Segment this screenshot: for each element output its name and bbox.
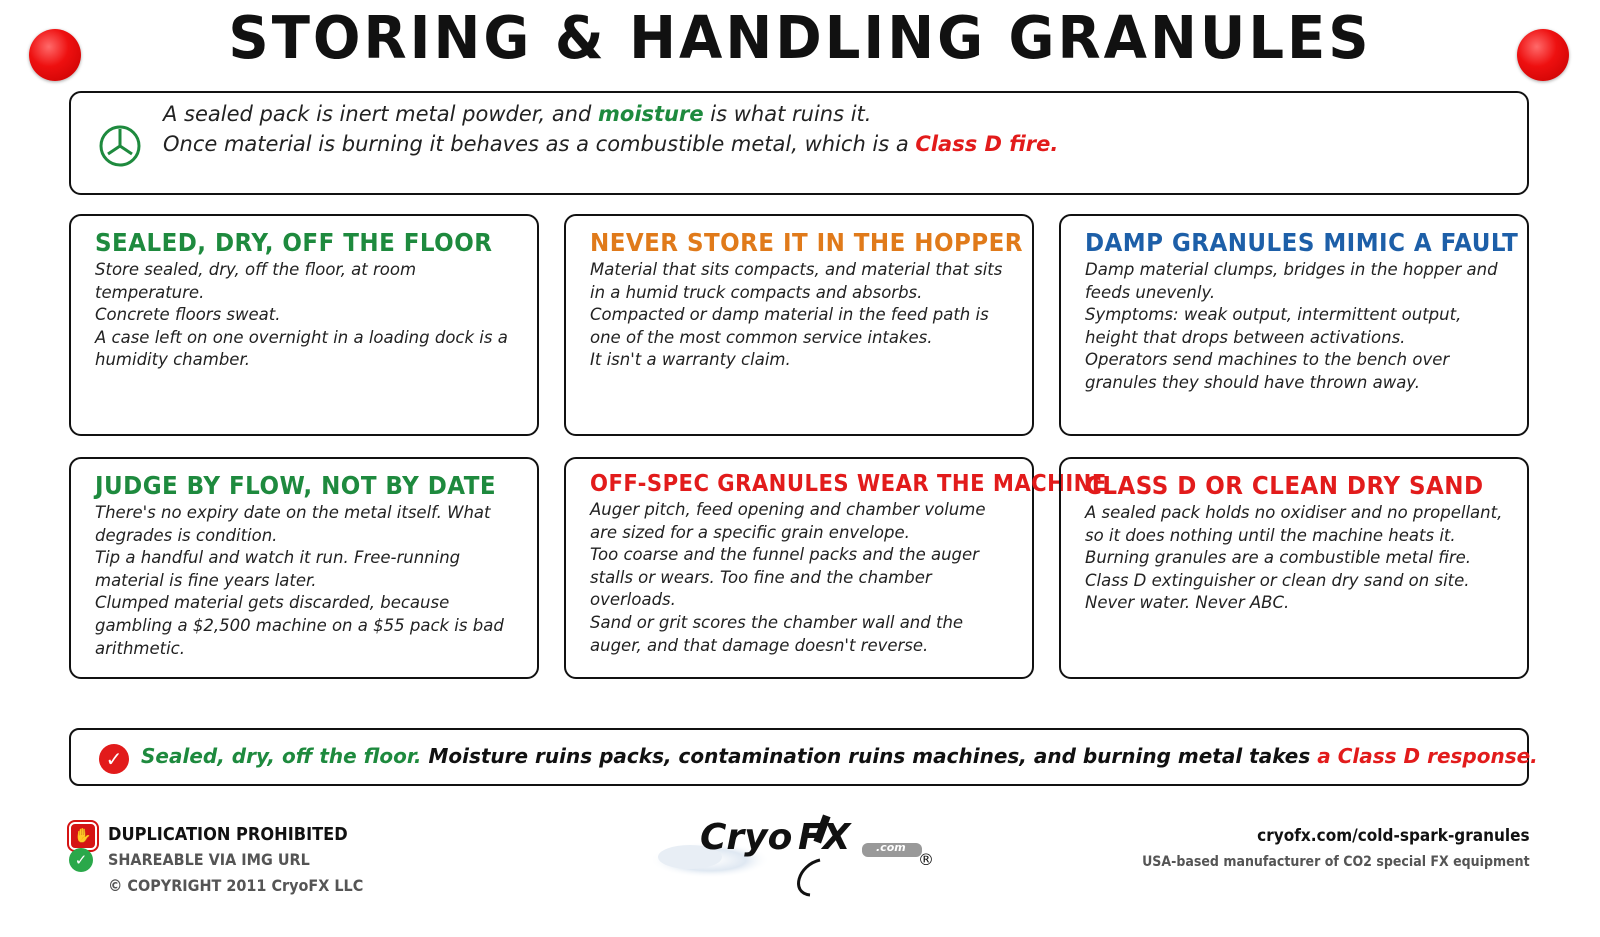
cryofx-logo [650, 805, 950, 900]
card-title: OFF-SPEC GRANULES WEAR THE MACHINE [590, 471, 1107, 497]
card-line: Sand or grit scores the chamber wall and the auger, and that damage doesn't reverse. [590, 612, 964, 655]
card-line: Operators send machines to the bench over granules they should have thrown away. [1085, 350, 1450, 392]
gauge-icon [97, 123, 143, 169]
card-line: Class D extinguisher or clean dry sand on site. [1085, 570, 1470, 590]
summary-text [141, 744, 1538, 768]
card-line: Never water. Never ABC. [1085, 593, 1290, 613]
intro-line1-a: A sealed pack is inert metal powder, and [163, 102, 599, 126]
intro-class-d: Class D fire. [915, 132, 1059, 156]
card-line: A case left on one overnight in a loading dock is a humidity chamber. [95, 327, 508, 370]
card-line: Material that sits compacts, and material that sits in a humid truck compacts and absorbs. [590, 260, 1003, 302]
intro-box [69, 91, 1529, 195]
card-class-d [1059, 457, 1529, 679]
duplication-text: DUPLICATION PROHIBITED [108, 824, 348, 845]
card-line: Too coarse and the funnel packs and the auger stalls or wears. Too fine and the chamber overloads. [590, 545, 979, 610]
card-title: DAMP GRANULES MIMIC A FAULT [1085, 228, 1519, 257]
card-judge-by-flow [69, 457, 539, 679]
card-line: Burning granules are a combustible metal fire. [1085, 548, 1472, 568]
card-sealed-dry [69, 214, 539, 436]
intro-moisture: moisture [598, 102, 704, 126]
card-title: CLASS D OR CLEAN DRY SAND [1085, 471, 1484, 500]
card-line: It isn't a warranty claim. [590, 350, 791, 370]
logo-reg: ® [918, 850, 934, 869]
card-off-spec [564, 457, 1107, 679]
intro-line-1 [163, 99, 1058, 129]
card-line: Auger pitch, feed opening and chamber volume are sized for a specific grain envelope. [590, 500, 986, 542]
card-damp-granules [1059, 214, 1529, 436]
card-line: Damp material clumps, bridges in the hopper and feeds unevenly. [1085, 260, 1498, 302]
footer-brand [1099, 826, 1530, 870]
logo-fx: FX [798, 817, 851, 858]
shareable-text: SHAREABLE VIA IMG URL [108, 850, 310, 869]
intro-line1-c: is what ruins it. [703, 102, 872, 126]
card-title: JUDGE BY FLOW, NOT BY DATE [95, 471, 497, 500]
card-line: Tip a handful and watch it run. Free-running material is fine years later. [95, 548, 461, 590]
card-line: Clumped material gets discarded, because gambling a $2,500 machine on a $55 pack is bad arithmetic. [95, 593, 504, 658]
card-title: SEALED, DRY, OFF THE FLOOR [95, 228, 493, 257]
summary-part-c: a Class D response. [1317, 744, 1538, 768]
check-icon: ✓ [99, 744, 129, 774]
footer-tagline: USA-based manufacturer of CO2 special FX equipment [1142, 854, 1530, 870]
card-line: Concrete floors sweat. [95, 305, 281, 325]
card-line: Store sealed, dry, off the floor, at room temperature. [95, 260, 417, 302]
card-never-hopper [564, 214, 1034, 436]
page-title: STORING & HANDLING GRANULES [228, 4, 1372, 73]
summary-part-a: Sealed, dry, off the floor. [141, 744, 422, 768]
card-title: NEVER STORE IT IN THE HOPPER [590, 228, 1023, 257]
summary-bar [69, 728, 1538, 786]
copyright-text: © COPYRIGHT 2011 CryoFX LLC [108, 876, 364, 895]
intro-text [163, 99, 1058, 159]
check-circle-icon: ✓ [69, 848, 93, 872]
summary-part-b: Moisture ruins packs, contamination ruins machines, and burning metal takes [421, 744, 1318, 768]
footer-url[interactable]: cryofx.com/cold-spark-granules [1257, 826, 1530, 846]
logo-cryo: Cryo [700, 817, 793, 858]
stop-hand-icon: ✋ [69, 822, 97, 850]
card-line: A sealed pack holds no oxidiser and no propellant, so it does nothing until the machine heats it. [1085, 503, 1503, 545]
card-line: Symptoms: weak output, intermittent output, height that drops between activations. [1085, 305, 1462, 347]
intro-line-2 [163, 129, 1058, 159]
card-line: There's no expiry date on the metal itself. What degrades is condition. [95, 503, 491, 545]
intro-line2-a: Once material is burning it behaves as a combustible metal, which is a [163, 132, 916, 156]
logo-com: .com [876, 841, 906, 854]
card-line: Compacted or damp material in the feed path is one of the most common service intakes. [590, 305, 989, 347]
